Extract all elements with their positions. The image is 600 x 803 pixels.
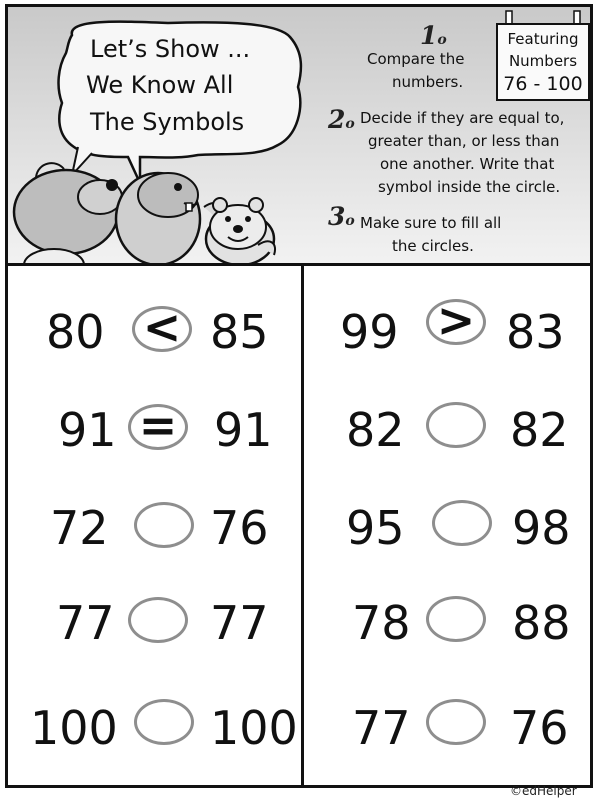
right-number: 100 [210, 701, 298, 755]
worksheet-header [8, 7, 590, 265]
left-number: 95 [346, 501, 405, 555]
step-2-line-3: one another. Write that [380, 155, 555, 173]
step-1-line-2: numbers. [392, 73, 464, 91]
answer-circle[interactable] [134, 699, 194, 745]
answer-circle[interactable] [132, 300, 192, 354]
copyright-notice: ©edHelper [510, 784, 577, 798]
feature-range: 76 - 100 [503, 73, 583, 95]
comparison-symbol: = [138, 398, 178, 452]
left-number: 99 [340, 305, 399, 359]
step-3-number: 3o [328, 202, 355, 231]
answer-circle[interactable] [426, 596, 486, 642]
right-number: 76 [510, 701, 569, 755]
right-number: 98 [512, 501, 571, 555]
beaver-middle [116, 173, 223, 265]
beaver-right [206, 198, 275, 265]
step-3-line-2: the circles. [392, 237, 474, 255]
title-line-1: Let’s Show ... [90, 35, 251, 63]
comparison-symbol: < [142, 300, 182, 354]
answer-circle[interactable] [426, 699, 486, 745]
left-number: 77 [352, 701, 411, 755]
header-divider [8, 263, 590, 266]
left-number: 80 [46, 305, 105, 359]
right-number: 88 [512, 596, 571, 650]
title-line-2: We Know All [86, 71, 234, 99]
right-number: 76 [210, 501, 269, 555]
left-number: 100 [30, 701, 118, 755]
left-number: 72 [50, 501, 109, 555]
answer-circle[interactable] [426, 402, 486, 448]
answer-circle[interactable] [128, 597, 188, 643]
title-line-3: The Symbols [90, 108, 245, 136]
answer-circle[interactable] [134, 502, 194, 548]
answer-circle[interactable] [128, 398, 188, 452]
right-number: 82 [510, 403, 569, 457]
answer-circle[interactable] [426, 293, 486, 347]
feature-box [496, 23, 590, 101]
left-number: 91 [58, 403, 117, 457]
step-2-line-4: symbol inside the circle. [378, 178, 561, 196]
feature-line-1: Featuring [507, 30, 579, 48]
right-number: 85 [210, 305, 269, 359]
right-number: 83 [506, 305, 565, 359]
column-divider [301, 265, 304, 785]
step-1-line-1: Compare the [367, 50, 465, 68]
step-1-number: 1o [420, 21, 447, 50]
right-number: 77 [210, 596, 269, 650]
beaver-left [14, 163, 122, 265]
step-2-line-2: greater than, or less than [368, 132, 560, 150]
answer-circle[interactable] [432, 500, 492, 546]
right-number: 91 [214, 403, 273, 457]
step-2-line-1: Decide if they are equal to, [360, 109, 565, 127]
left-number: 82 [346, 403, 405, 457]
left-number: 77 [56, 596, 115, 650]
step-3-line-1: Make sure to fill all [360, 214, 502, 232]
step-2-number: 2o [328, 105, 355, 134]
comparison-symbol: > [436, 293, 476, 347]
feature-line-2: Numbers [508, 52, 578, 70]
left-number: 78 [352, 596, 411, 650]
